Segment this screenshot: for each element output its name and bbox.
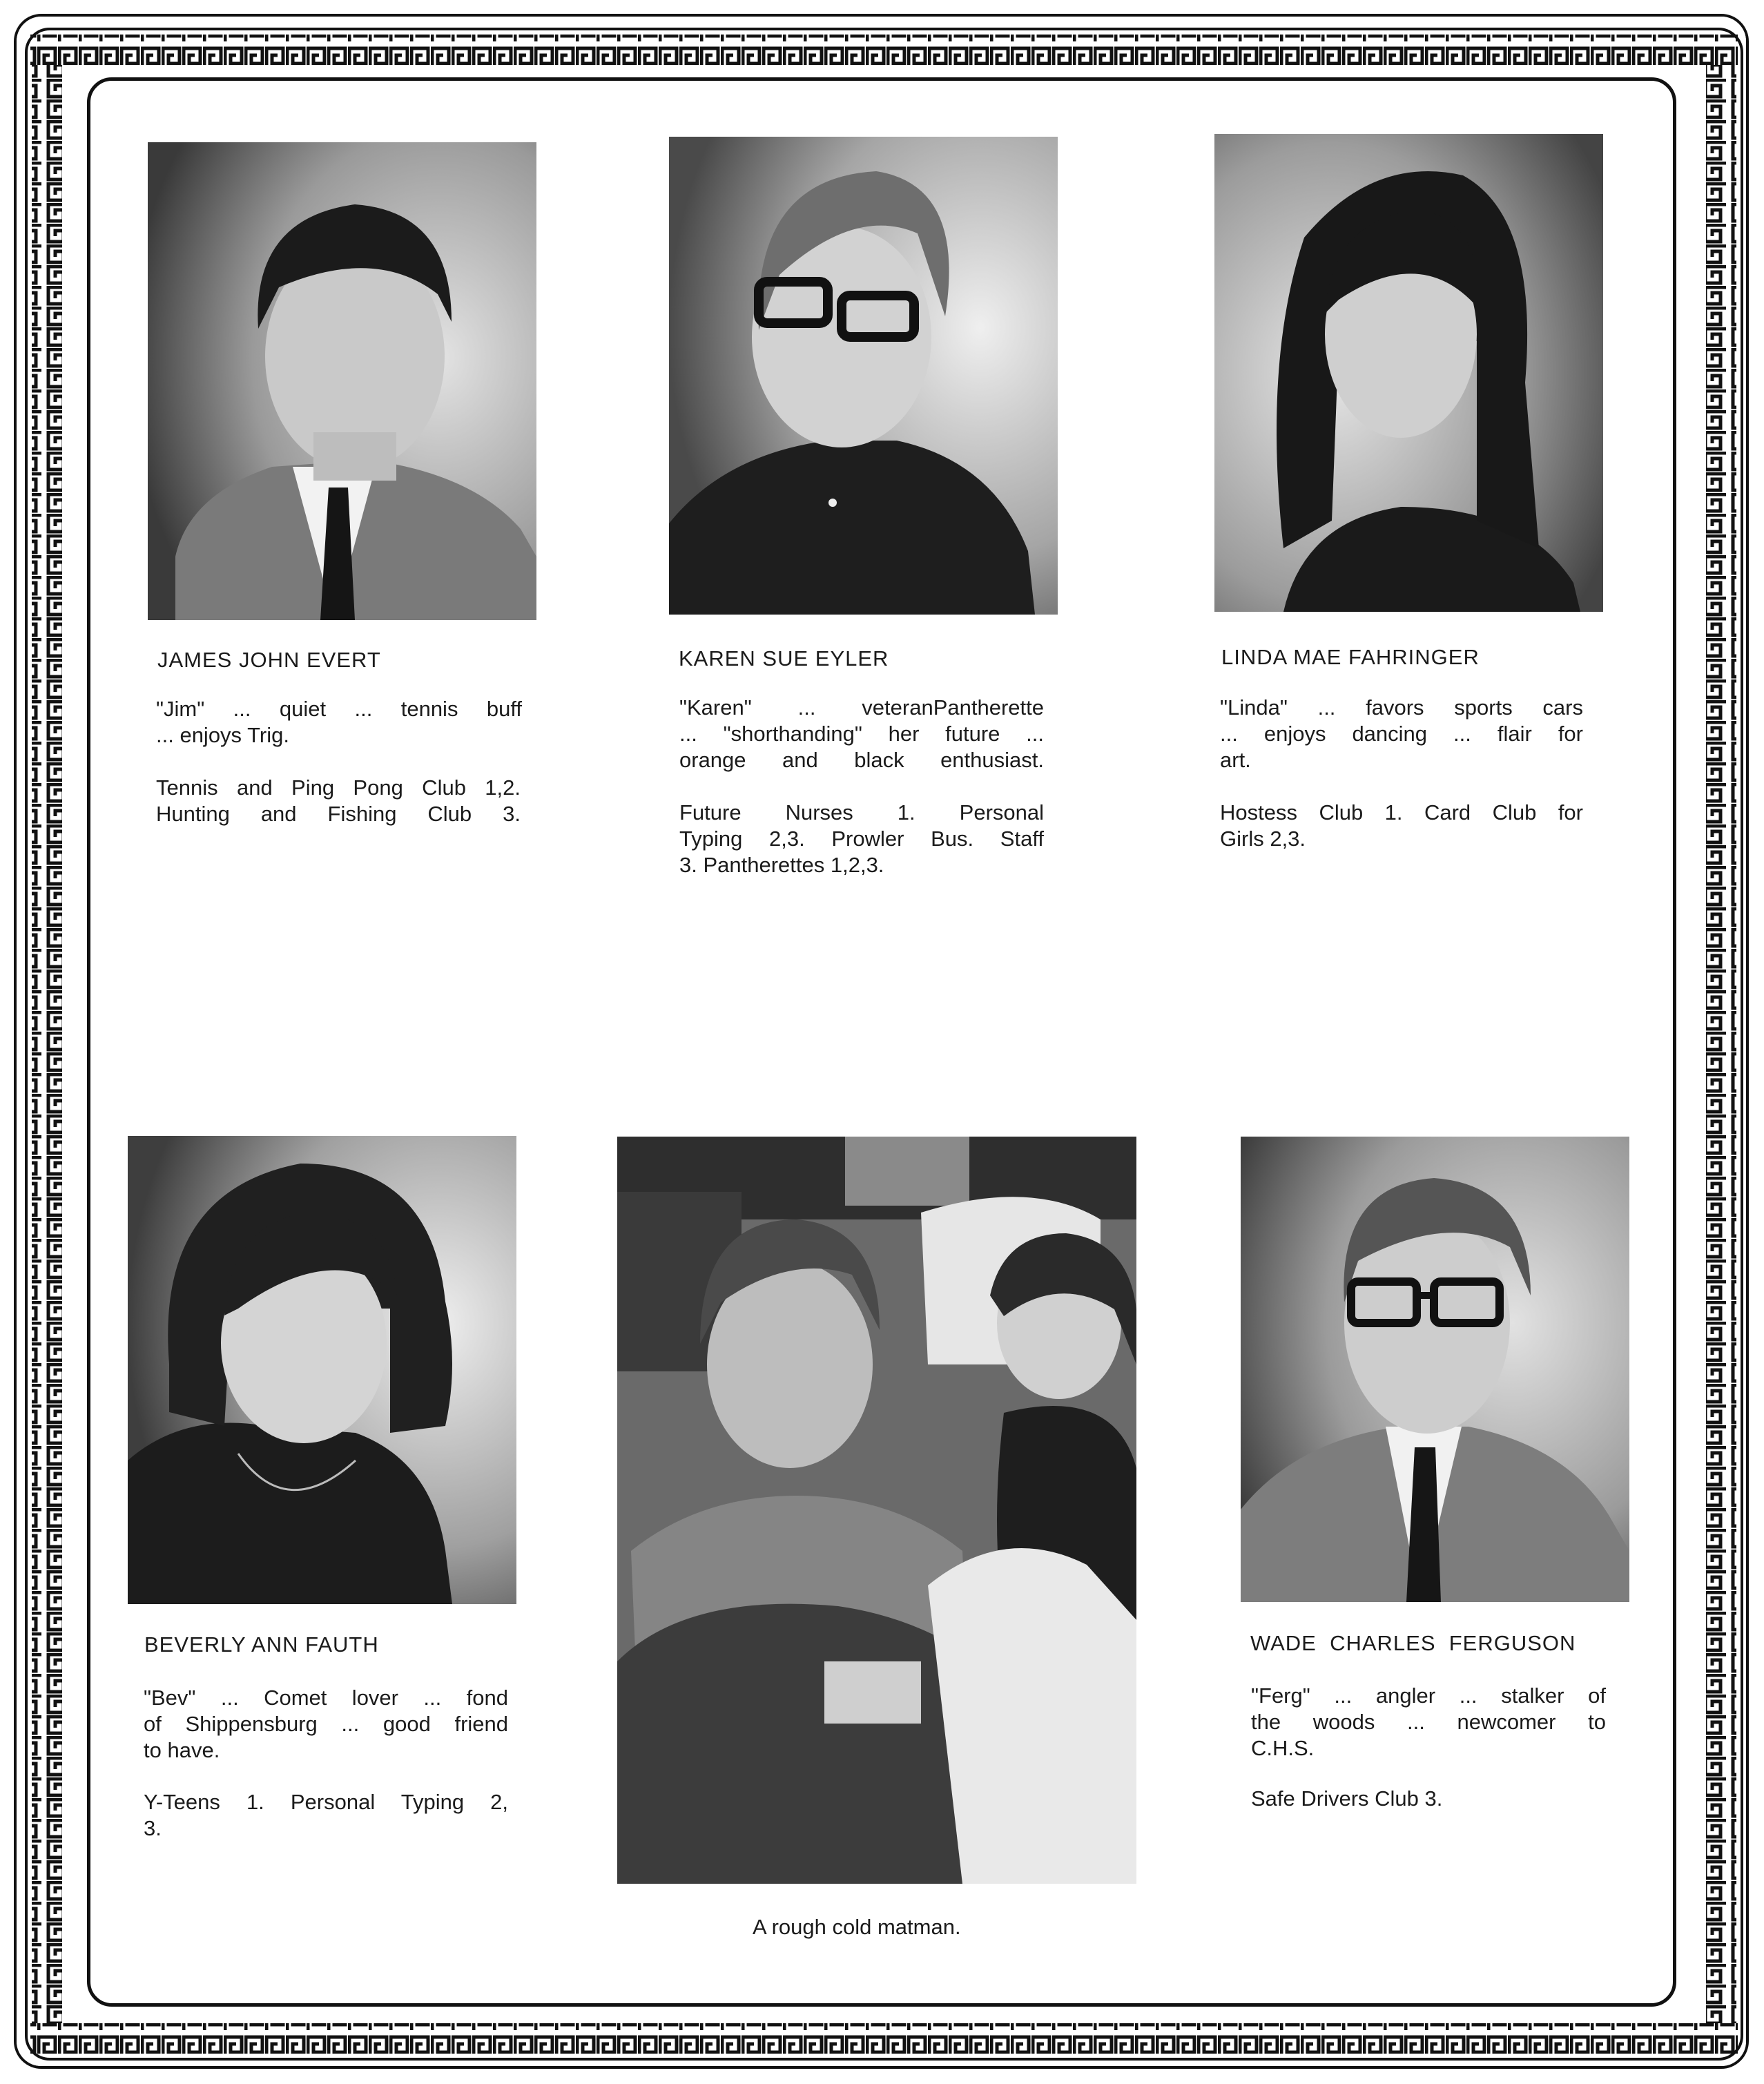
student-activities: [156, 775, 521, 827]
bio-line: C.H.S.: [1251, 1736, 1315, 1760]
activity-line: Tennis and Ping Pong Club 1,2.: [156, 775, 521, 800]
student-bio: [1251, 1683, 1606, 1762]
student-activities: [1220, 800, 1583, 852]
student-name: BEVERLY ANN FAUTH: [144, 1632, 379, 1657]
student-bio: [144, 1685, 508, 1764]
portrait-beverly-fauth: [128, 1136, 516, 1604]
bio-line: "Linda" ... favors sports cars: [1220, 695, 1583, 720]
bio-line: art.: [1220, 748, 1251, 772]
activity-line: Hunting and Fishing Club 3.: [156, 802, 521, 826]
bio-line: orange and black enthusiast.: [679, 748, 1044, 772]
portrait-linda-fahringer: [1214, 134, 1603, 612]
activity-line: Hostess Club 1. Card Club for: [1220, 800, 1583, 824]
activity-line: 3.: [144, 1816, 162, 1840]
student-activities: [144, 1789, 508, 1842]
bio-line: ... enjoys dancing ... flair for: [1220, 722, 1583, 746]
student-bio: [679, 695, 1044, 773]
portrait-james-evert: [148, 142, 536, 620]
candid-photo-matman: [617, 1137, 1136, 1884]
student-activities: [679, 800, 1044, 878]
bio-line: ... enjoys Trig.: [156, 723, 289, 747]
activity-line: Girls 2,3.: [1220, 827, 1306, 851]
bio-line: "Karen" ... veteranPantherette: [679, 695, 1044, 720]
bio-line: "Ferg" ... angler ... stalker of: [1251, 1683, 1606, 1708]
activity-line: Safe Drivers Club 3.: [1251, 1786, 1443, 1811]
portrait-karen-eyler: [669, 137, 1058, 615]
bio-line: the woods ... newcomer to: [1251, 1710, 1606, 1734]
activity-line: Future Nurses 1. Personal: [679, 800, 1044, 824]
student-name: WADE CHARLES FERGUSON: [1250, 1631, 1576, 1655]
bio-line: of Shippensburg ... good friend: [144, 1712, 508, 1736]
activity-line: Typing 2,3. Prowler Bus. Staff: [679, 827, 1044, 851]
bio-line: "Jim" ... quiet ... tennis buff: [156, 697, 522, 721]
bio-line: to have.: [144, 1738, 220, 1762]
portrait-wade-ferguson: [1241, 1137, 1629, 1602]
student-bio: [1220, 695, 1583, 773]
activity-line: Y-Teens 1. Personal Typing 2,: [144, 1790, 508, 1814]
bio-line: "Bev" ... Comet lover ... fond: [144, 1686, 508, 1710]
student-bio: [156, 696, 522, 749]
student-name: JAMES JOHN EVERT: [157, 648, 381, 672]
bio-line: ... "shorthanding" her future ...: [679, 722, 1044, 746]
student-activities: [1251, 1786, 1606, 1812]
student-name: KAREN SUE EYLER: [679, 646, 889, 670]
candid-photo-caption: A rough cold matman.: [753, 1915, 961, 1939]
student-name: LINDA MAE FAHRINGER: [1221, 645, 1480, 669]
activity-line: 3. Pantherettes 1,2,3.: [679, 853, 884, 877]
